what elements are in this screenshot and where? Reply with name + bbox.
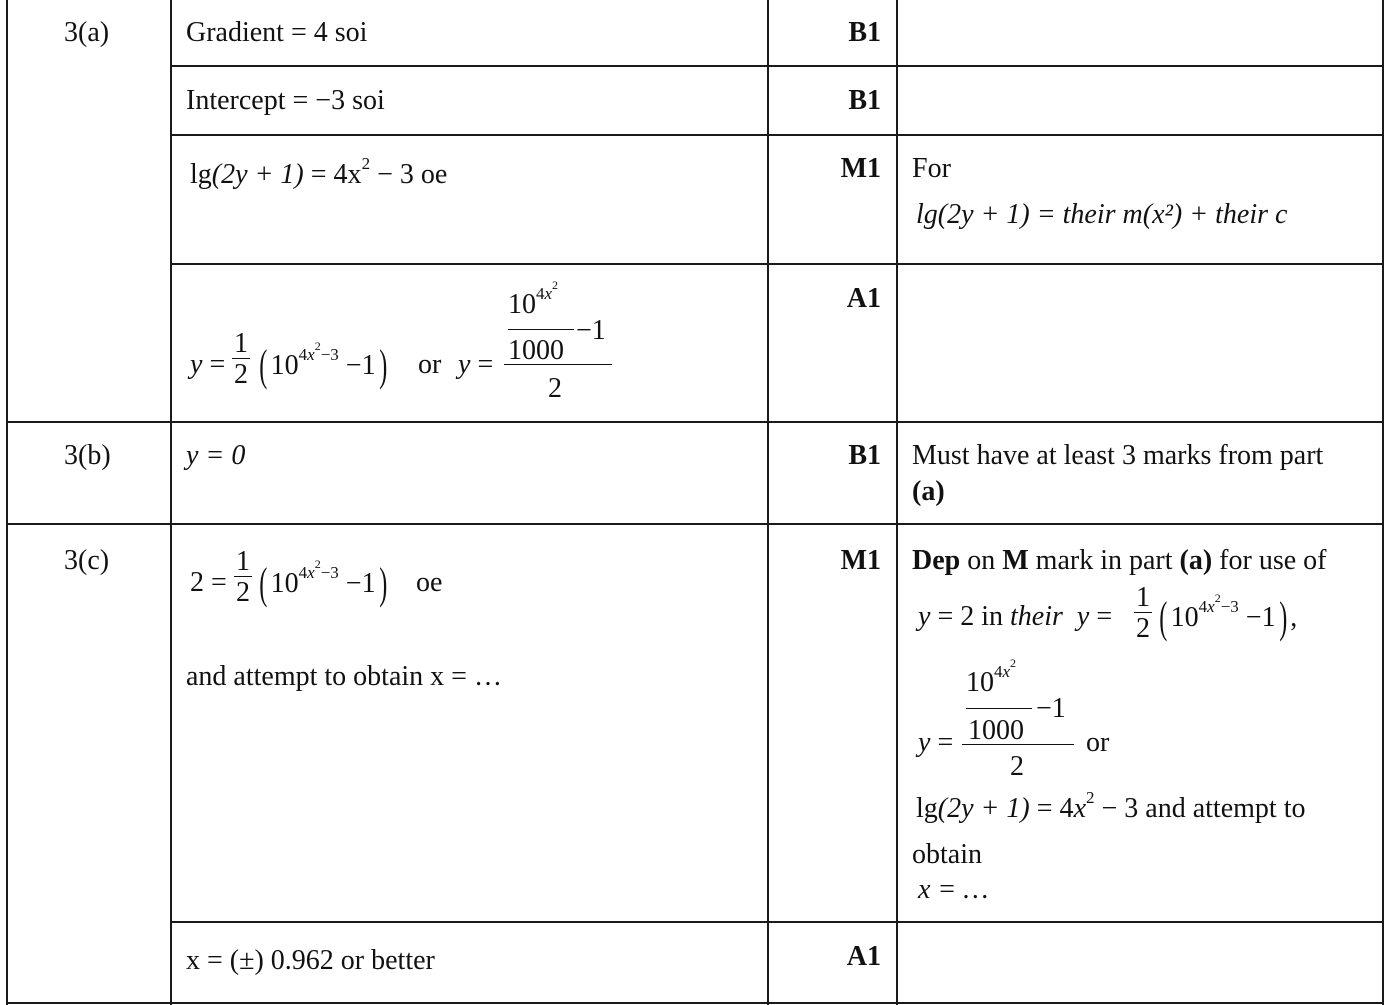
col-divider: [1382, 0, 1384, 1005]
guidance-their-equation: lg(2y + 1) = their m(x²) + their c: [916, 199, 1288, 230]
exponent: 2: [361, 153, 371, 173]
equation-3c: 2 = $\frac{1}{2}$ ( $10^{4x^2-3} -1$) oe: [190, 546, 443, 608]
lg-argument: (2y + 1): [211, 159, 304, 190]
answer-3b: y = 0: [186, 440, 246, 471]
mark-a1-3c: A1: [846, 941, 881, 972]
oe-text: oe: [416, 567, 443, 598]
attempt-text-3c: and attempt to obtain x = …: [186, 661, 502, 692]
guidance-3b: Must have at least 3 marks from part: [912, 440, 1324, 471]
lg-text: lg: [190, 159, 212, 190]
final-answer-3c: x = (±) 0.962 or better: [186, 945, 435, 976]
mark-m1-3c: M1: [840, 545, 881, 576]
or-text: or: [418, 349, 442, 380]
guidance-3c-dep: Dep on M mark in part (a) for use of: [912, 545, 1327, 576]
col-divider: [6, 0, 8, 1005]
guidance-for: For: [912, 153, 951, 184]
question-id-3b: 3(b): [64, 440, 111, 471]
guidance-3c-lg: $\lg(2y + 1) = 4x^2 - 3$ and attempt to: [916, 787, 1306, 824]
mark-b1-gradient: B1: [848, 17, 881, 48]
y-expression-3a: y = $\frac{1}{2}$ ( $10^{4x^2-3} -1$) or y = $10^{4x^2}$ −1 1000 2: [190, 286, 630, 406]
guidance-3c-big-fraction: y = $10^{4x^2}$ −1 1000 2 or: [918, 656, 1110, 782]
question-id-3a: 3(a): [64, 17, 110, 48]
col-divider: [170, 0, 172, 1005]
half-fraction: $\frac{1}{2}$: [234, 328, 248, 390]
guidance-3c-x: x = …: [918, 874, 989, 905]
row-divider: [170, 921, 1383, 923]
row-divider: [170, 134, 1383, 136]
mark-m1-equation: M1: [840, 153, 881, 184]
row-divider: [170, 263, 1383, 265]
eq-rhs-tail: − 3 oe: [370, 159, 448, 190]
guidance-3b-part: (a): [912, 476, 945, 507]
or-text-3c: or: [1086, 727, 1110, 758]
intercept-answer: Intercept = −3 soi: [186, 85, 385, 116]
row-divider: [6, 421, 1383, 423]
row-divider: [6, 523, 1383, 525]
col-divider: [896, 0, 898, 1005]
log-equation: [190, 153, 448, 192]
row-divider: [170, 65, 1383, 67]
gradient-answer: Gradient = 4 soi: [186, 17, 368, 48]
eq-rhs: = 4x: [310, 159, 362, 190]
guidance-3c-obtain: obtain: [912, 839, 982, 870]
guidance-3c-y-expression: y = 2 in their y = $\frac{1}{2}$ ( $10^{4x^2-3} -1$) ,: [918, 582, 1298, 644]
mark-b1-intercept: B1: [848, 85, 881, 116]
col-divider: [767, 0, 769, 1005]
question-id-3c: 3(c): [64, 545, 110, 576]
row-divider: [6, 1002, 1383, 1004]
mark-a1-y-expression: A1: [846, 283, 881, 314]
mark-b1-3b: B1: [848, 440, 881, 471]
